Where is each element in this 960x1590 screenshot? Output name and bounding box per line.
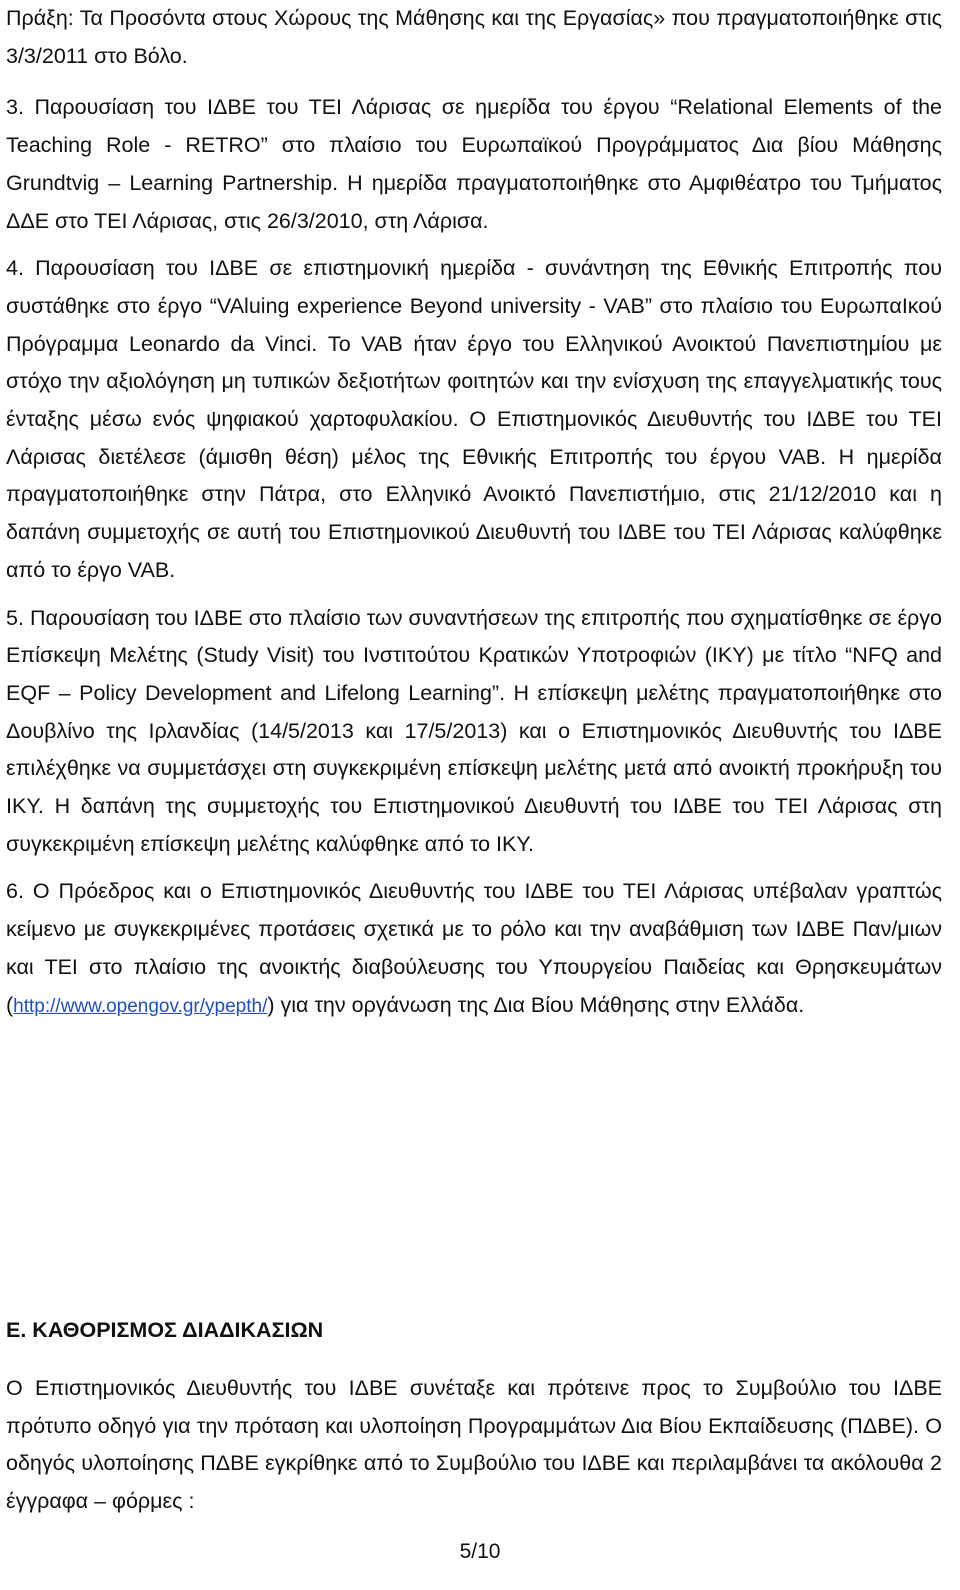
page-number: 5/10: [459, 1540, 501, 1563]
item-6-text-before-link: 6. Ο Πρόεδρος και ο Επιστημονικός Διευθυντής του ΙΔΒΕ του ΤΕΙ Λάρισας υπέβαλαν γραπτώς κείμενο με συγκεκριμένες προτάσεις σχετικά με το ρόλο και την αναβάθμιση των ΙΔΒΕ Παν/μιων και ΤΕΙ στο πλαίσιο της ανοικτής διαβούλευσης του Υπουργείου Παιδείας και Θρησκευμάτων (: [6, 879, 942, 1017]
item-4-paragraph: 4. Παρουσίαση του ΙΔΒΕ σε επιστημονική ημερίδα - συνάντηση της Εθνικής Επιτροπής που συστάθηκε στο έργο “VAluing experience Beyond university - VAB” στο πλαίσιο του ΕυρωπαΙκού Πρόγραμμα Leonardo da Vinci. Το VAB ήταν έργο του Ελληνικού Ανοικτού Πανεπιστημίου με στόχο την αξιολόγηση μη τυπικών δεξιοτήτων φοιτητών και την ενίσχυση της επαγγελματικής τους ένταξης μέσω ενός ψηφιακού χαρτοφυλακίου. Ο Επιστημονικός Διευθυντής του ΙΔΒΕ του ΤΕΙ Λάρισας διετέλεσε (άμισθη θέση) μέλος της Εθνικής Επιτροπής του έργου VAB. Η ημερίδα πραγματοποιήθηκε στην Πάτρα, στο Ελληνικό Ανοικτό Πανεπιστήμιο, στις 21/12/2010 και η δαπάνη συμμετοχής σε αυτή του Επιστημονικού Διευθυντή του ΙΔΒΕ του ΤΕΙ Λάρισας καλύφθηκε από το έργο VAB.: [6, 256, 942, 582]
item-6-paragraph: [6, 873, 942, 1025]
section-heading: Ε. ΚΑΘΟΡΙΣΜΟΣ ΔΙΑΔΙΚΑΣΙΩΝ: [6, 1318, 324, 1342]
item-3-paragraph: 3. Παρουσίαση του ΙΔΒΕ του ΤΕΙ Λάρισας σε ημερίδα του έργου “Relational Elements of the Teaching Role - RETRO” στο πλαίσιο του Ευρωπαϊκού Προγράμματος Δια βίου Μάθησης Grundtvig – Learning Partnership. Η ημερίδα πραγματοποιήθηκε στο Αμφιθέατρο του Τμήματος ΔΔΕ στο ΤΕΙ Λάρισας, στις 26/3/2010, στη Λάρισα.: [6, 95, 942, 233]
lead-in-paragraph: Πράξη: Τα Προσόντα στους Χώρους της Μάθησης και της Εργασίας» που πραγματοποιήθηκε στις 3/3/2011 στο Βόλο.: [6, 6, 942, 68]
item-5-paragraph: 5. Παρουσίαση του ΙΔΒΕ στο πλαίσιο των συναντήσεων της επιτροπής που σχηματίσθηκε σε έργο Επίσκεψη Μελέτης (Study Visit) του Ινστιτούτου Κρατικών Υποτροφιών (ΙΚΥ) με τίτλο “NFQ and EQF – Policy Development and Lifelong Learning”. Η επίσκεψη μελέτης πραγματοποιήθηκε στο Δουβλίνο της Ιρλανδίας (14/5/2013 και 17/5/2013) και ο Επιστημονικός Διευθυντής του ΙΔΒΕ επιλέχθηκε να συμμετάσχει στη συγκεκριμένη επίσκεψη μελέτης μετά από ανοικτή προκήρυξη του ΙΚΥ. Η δαπάνη της συμμετοχής του Επιστημονικού Διευθυντή του ΙΔΒΕ του ΤΕΙ Λάρισας στη συγκεκριμένη επίσκεψη μελέτης καλύφθηκε από το ΙΚΥ.: [6, 605, 942, 856]
opengov-link[interactable]: http://www.opengov.gr/ypepth/: [13, 995, 268, 1017]
section-body-paragraph: Ο Επιστημονικός Διευθυντής του ΙΔΒΕ συνέταξε και πρότεινε προς το Συμβούλιο του ΙΔΒΕ πρότυπο οδηγό για την πρόταση και υλοποίηση Προγραμμάτων Δια Βίου Εκπαίδευσης (ΠΔΒΕ). Ο οδηγός υλοποίησης ΠΔΒΕ εγκρίθηκε από το Συμβούλιο του ΙΔΒΕ και περιλαμβάνει τα ακόλουθα 2 έγγραφα – φόρμες :: [6, 1376, 942, 1514]
item-6-text-after-link: ) για την οργάνωση της Δια Βίου Μάθησης στην Ελλάδα.: [267, 992, 805, 1017]
document-page: [6, 0, 942, 1514]
